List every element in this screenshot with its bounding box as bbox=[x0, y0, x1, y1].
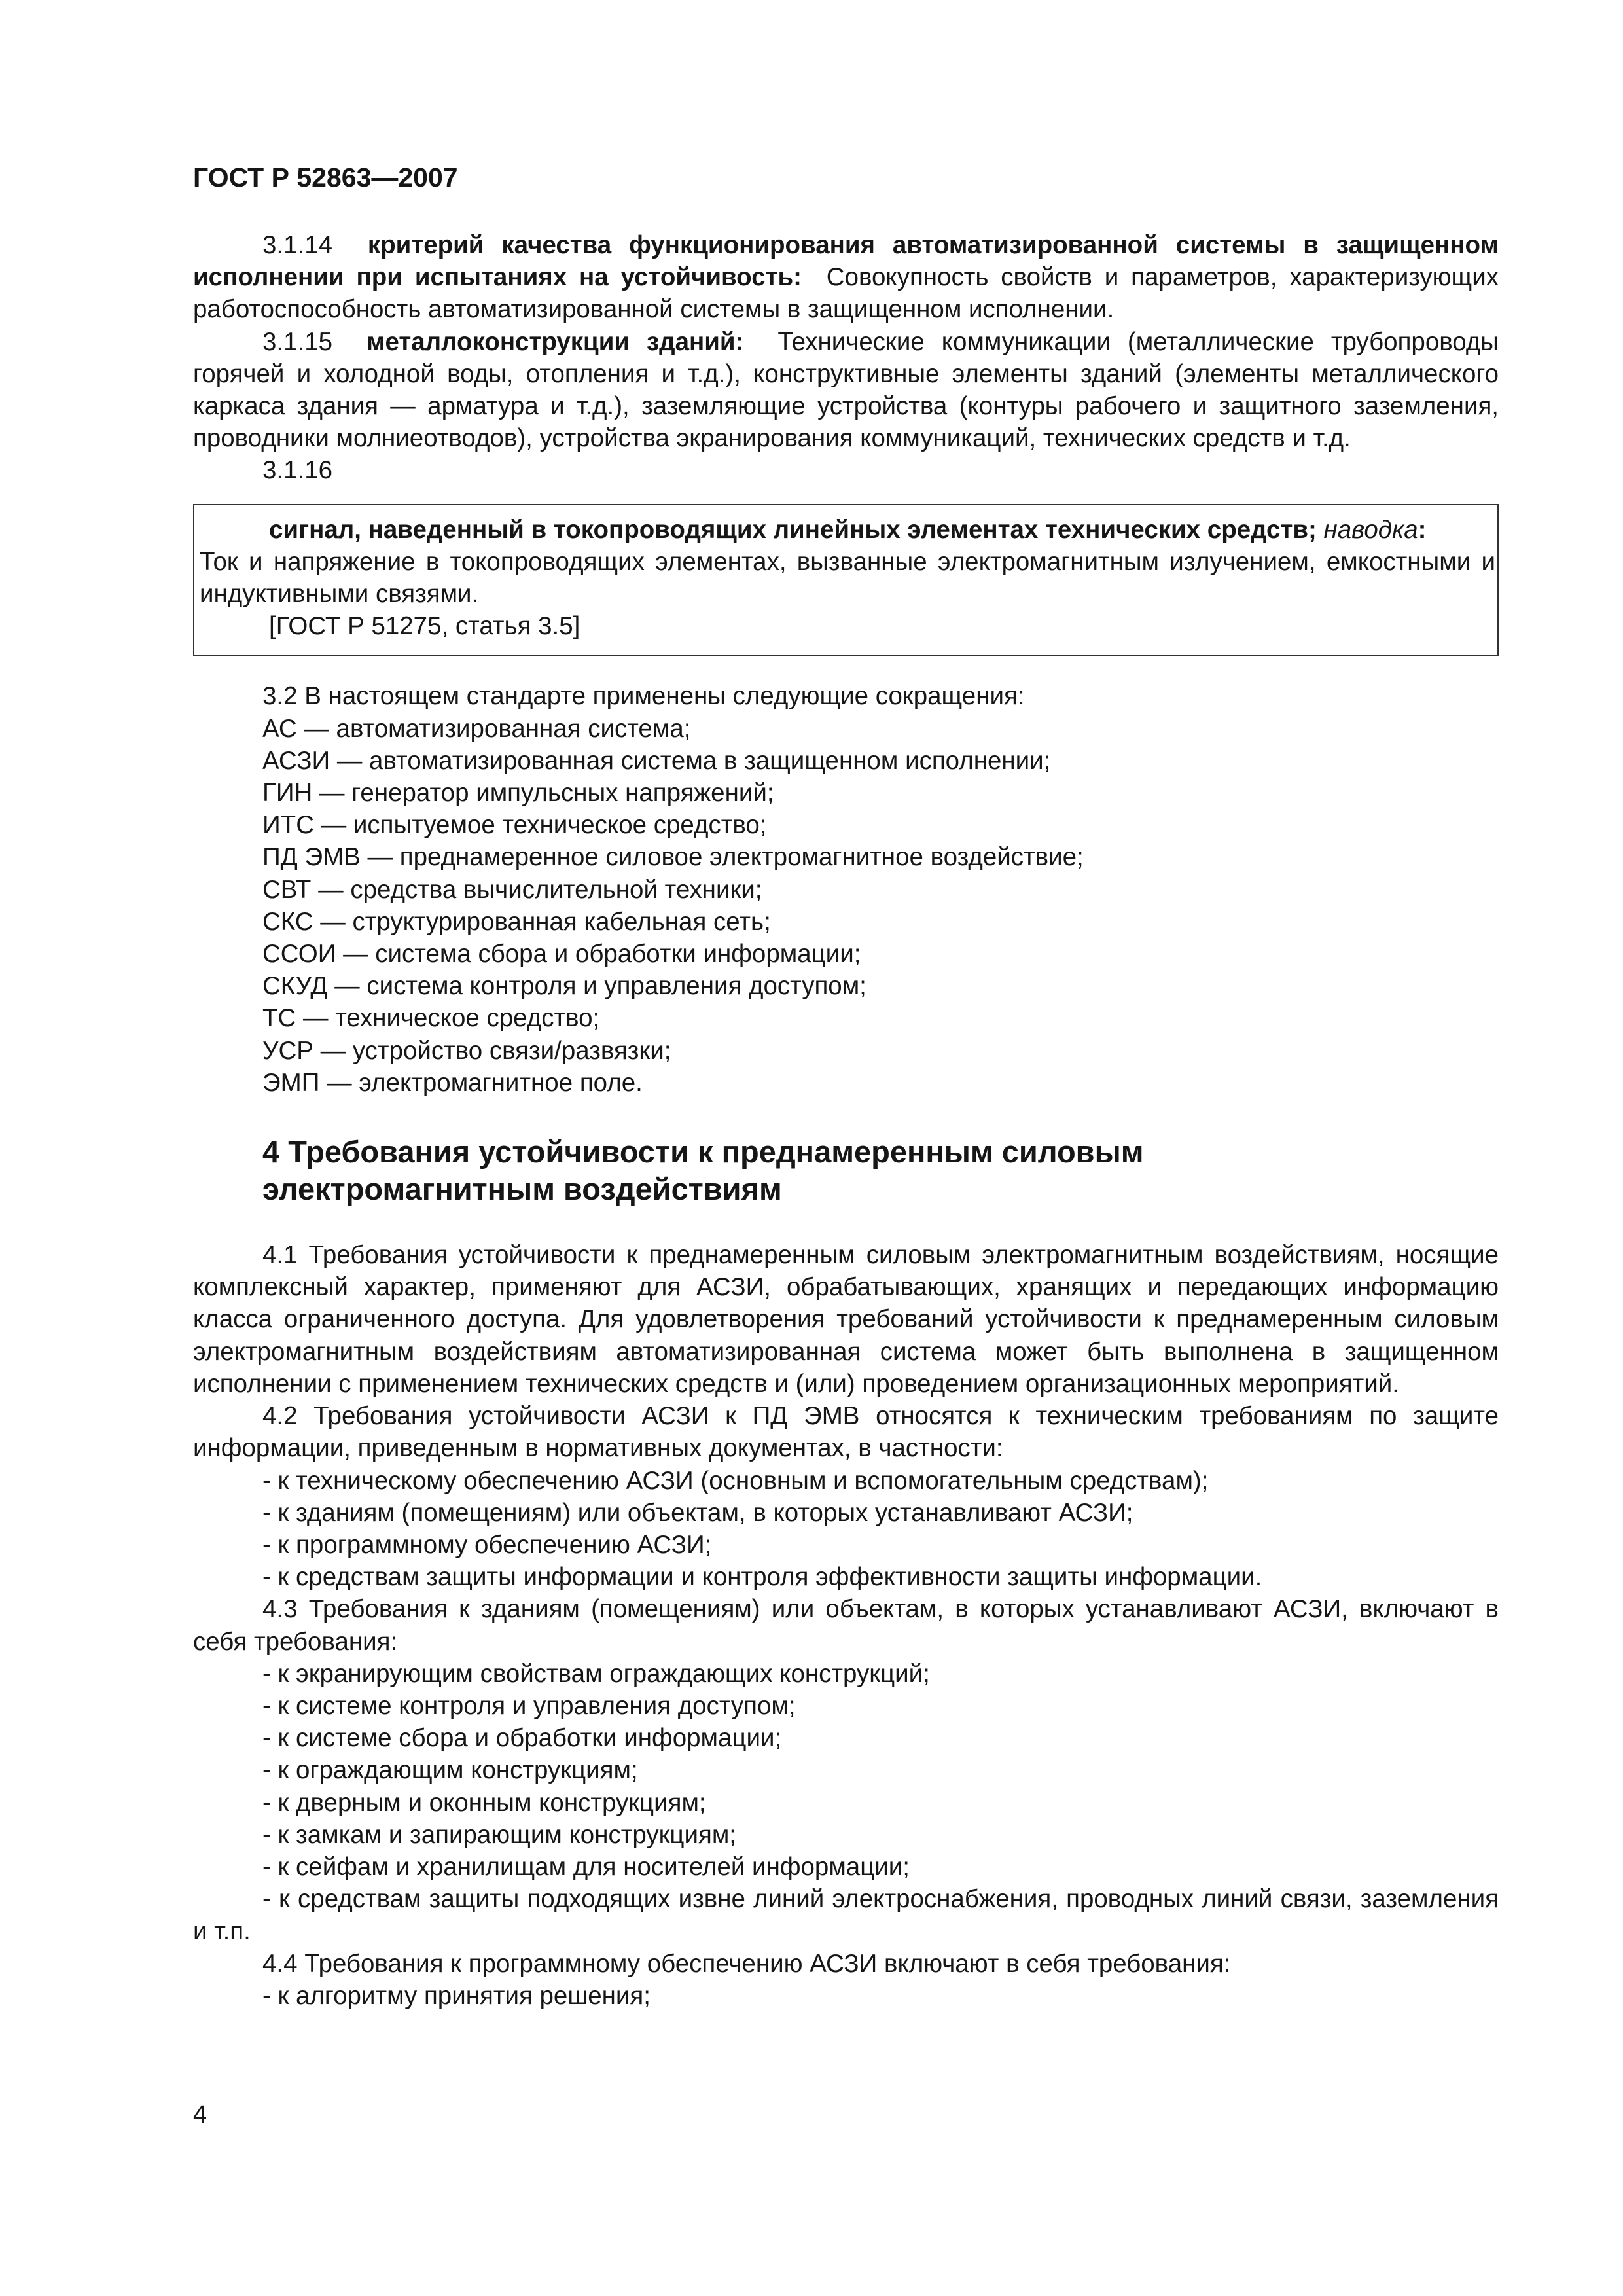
term-3-1-16-box bbox=[193, 504, 1499, 657]
list-item: - к зданиям (помещениям) или объектам, в которых устанавливают АСЗИ; bbox=[262, 1498, 1133, 1527]
section-title-line-2: электромагнитным воздействиям bbox=[262, 1172, 782, 1207]
list-item: АС — автоматизированная система; bbox=[262, 714, 691, 743]
list-item: - к системе контроля и управления доступом; bbox=[262, 1691, 796, 1720]
term-source: [ГОСТ Р 51275, статья 3.5] bbox=[269, 612, 580, 641]
term-definition: Технические коммуникации (металлические трубопроводы горячей и холодной воды, отопления и т.д.), конструктивные элементы зданий (элементы металлического каркаса здания — арматура и т.д.), заземляющие устройства (контуры рабочего и защитного заземления, проводники молниеотводов), устройства экранирования коммуникаций, технических средств и т.д. bbox=[193, 327, 1499, 453]
term-3-1-14 bbox=[193, 229, 1499, 326]
list-item: - к замкам и запирающим конструкциям; bbox=[262, 1820, 736, 1849]
page-number: 4 bbox=[193, 2101, 207, 2128]
list-item: - к ограждающим конструкциям; bbox=[262, 1756, 638, 1785]
list-item: АСЗИ — автоматизированная система в защищенном исполнении; bbox=[262, 746, 1051, 775]
paragraph-4-4: 4.4 Требования к программному обеспечению АСЗИ включают в себя требования: bbox=[262, 1949, 1231, 1978]
paragraph-4-2: 4.2 Требования устойчивости АСЗИ к ПД ЭМВ относятся к техническим требованиям по защите информации, приведенным в нормативных документах, в частности: bbox=[193, 1402, 1499, 1463]
list-item: ИТС — испытуемое техническое средство; bbox=[262, 811, 767, 840]
document-page bbox=[193, 0, 1499, 2296]
term-title: металлоконструкции зданий: bbox=[366, 327, 744, 356]
abbreviations-intro: 3.2 В настоящем стандарте применены следующие сокращения: bbox=[262, 682, 1025, 711]
list-item: СКС — структурированная кабельная сеть; bbox=[262, 907, 771, 936]
abbreviations-list bbox=[193, 713, 1499, 1099]
term-definition: Ток и напряжение в токопроводящих элементах, вызванные электромагнитным излучением, емкостными и индуктивными связями. bbox=[200, 547, 1495, 609]
list-item: УСР — устройство связи/развязки; bbox=[262, 1036, 671, 1065]
section-title-line-1: 4 Требования устойчивости к преднамеренным силовым bbox=[262, 1134, 1144, 1170]
list-item: - к средствам защиты подходящих извне линий электроснабжения, проводных линий связи, заземления и т.п. bbox=[193, 1885, 1499, 1946]
term-3-1-16-number: 3.1.16 bbox=[262, 456, 333, 485]
list-item: ГИН — генератор импульсных напряжений; bbox=[262, 779, 774, 808]
paragraph-4-1: 4.1 Требования устойчивости к преднамеренным силовым электромагнитным воздействиям, носящие комплексный характер, применяют для АСЗИ, обрабатывающих, хранящих и передающих информацию класса ограниченного доступа. Для удовлетворения требований устойчивости к преднамеренным силовым электромагнитным воздействиям автоматизированная система может быть выполнена в защищенном исполнении с применением технических средств и (или) проведением организационных мероприятий. bbox=[193, 1241, 1499, 1398]
list-item: СКУД — система контроля и управления доступом; bbox=[262, 972, 866, 1001]
list-item: - к сейфам и хранилищам для носителей информации; bbox=[262, 1852, 910, 1881]
list-item: - к программному обеспечению АСЗИ; bbox=[262, 1530, 712, 1559]
list-item: - к средствам защиты информации и контроля эффективности защиты информации. bbox=[262, 1563, 1262, 1592]
list-item: ССОИ — система сбора и обработки информации; bbox=[262, 940, 861, 969]
list-item: СВТ — средства вычислительной техники; bbox=[262, 875, 762, 904]
list-item: ЭМП — электромагнитное поле. bbox=[262, 1068, 643, 1097]
term-title: критерий качества функционирования автоматизированной системы в защищенном исполнении при испытаниях на устойчивость: bbox=[193, 231, 1499, 292]
term-number: 3.1.14 bbox=[262, 231, 333, 259]
list-item: ТС — техническое средство; bbox=[262, 1004, 600, 1033]
list-item: - к системе сбора и обработки информации; bbox=[262, 1724, 782, 1753]
list-item: - к техническому обеспечению АСЗИ (основным и вспомогательным средствам); bbox=[262, 1466, 1209, 1495]
term-title: сигнал, наведенный в токопроводящих линейных элементах технических средств; bbox=[269, 515, 1317, 544]
paragraph-4-3: 4.3 Требования к зданиям (помещениям) или объектам, в которых устанавливают АСЗИ, включают в себя требования: bbox=[193, 1595, 1499, 1656]
term-number: 3.1.15 bbox=[262, 327, 333, 356]
list-item: ПД ЭМВ — преднамеренное силовое электромагнитное воздействие; bbox=[262, 843, 1084, 872]
list-item: - к дверным и оконным конструкциям; bbox=[262, 1788, 706, 1817]
term-colon: : bbox=[1418, 515, 1427, 544]
section-4-title bbox=[262, 1133, 1499, 1208]
term-3-1-16 bbox=[200, 514, 1495, 611]
term-3-1-15 bbox=[193, 326, 1499, 455]
term-synonym: наводка bbox=[1323, 515, 1418, 544]
list-item: - к экранирующим свойствам ограждающих конструкций; bbox=[262, 1659, 930, 1688]
document-body bbox=[193, 229, 1499, 2012]
list-item: - к алгоритму принятия решения; bbox=[262, 1981, 651, 2010]
document-header: ГОСТ Р 52863—2007 bbox=[193, 162, 458, 192]
term-definition: Совокупность свойств и параметров, характеризующих работоспособность автоматизированной системы в защищенном исполнении. bbox=[193, 263, 1499, 324]
